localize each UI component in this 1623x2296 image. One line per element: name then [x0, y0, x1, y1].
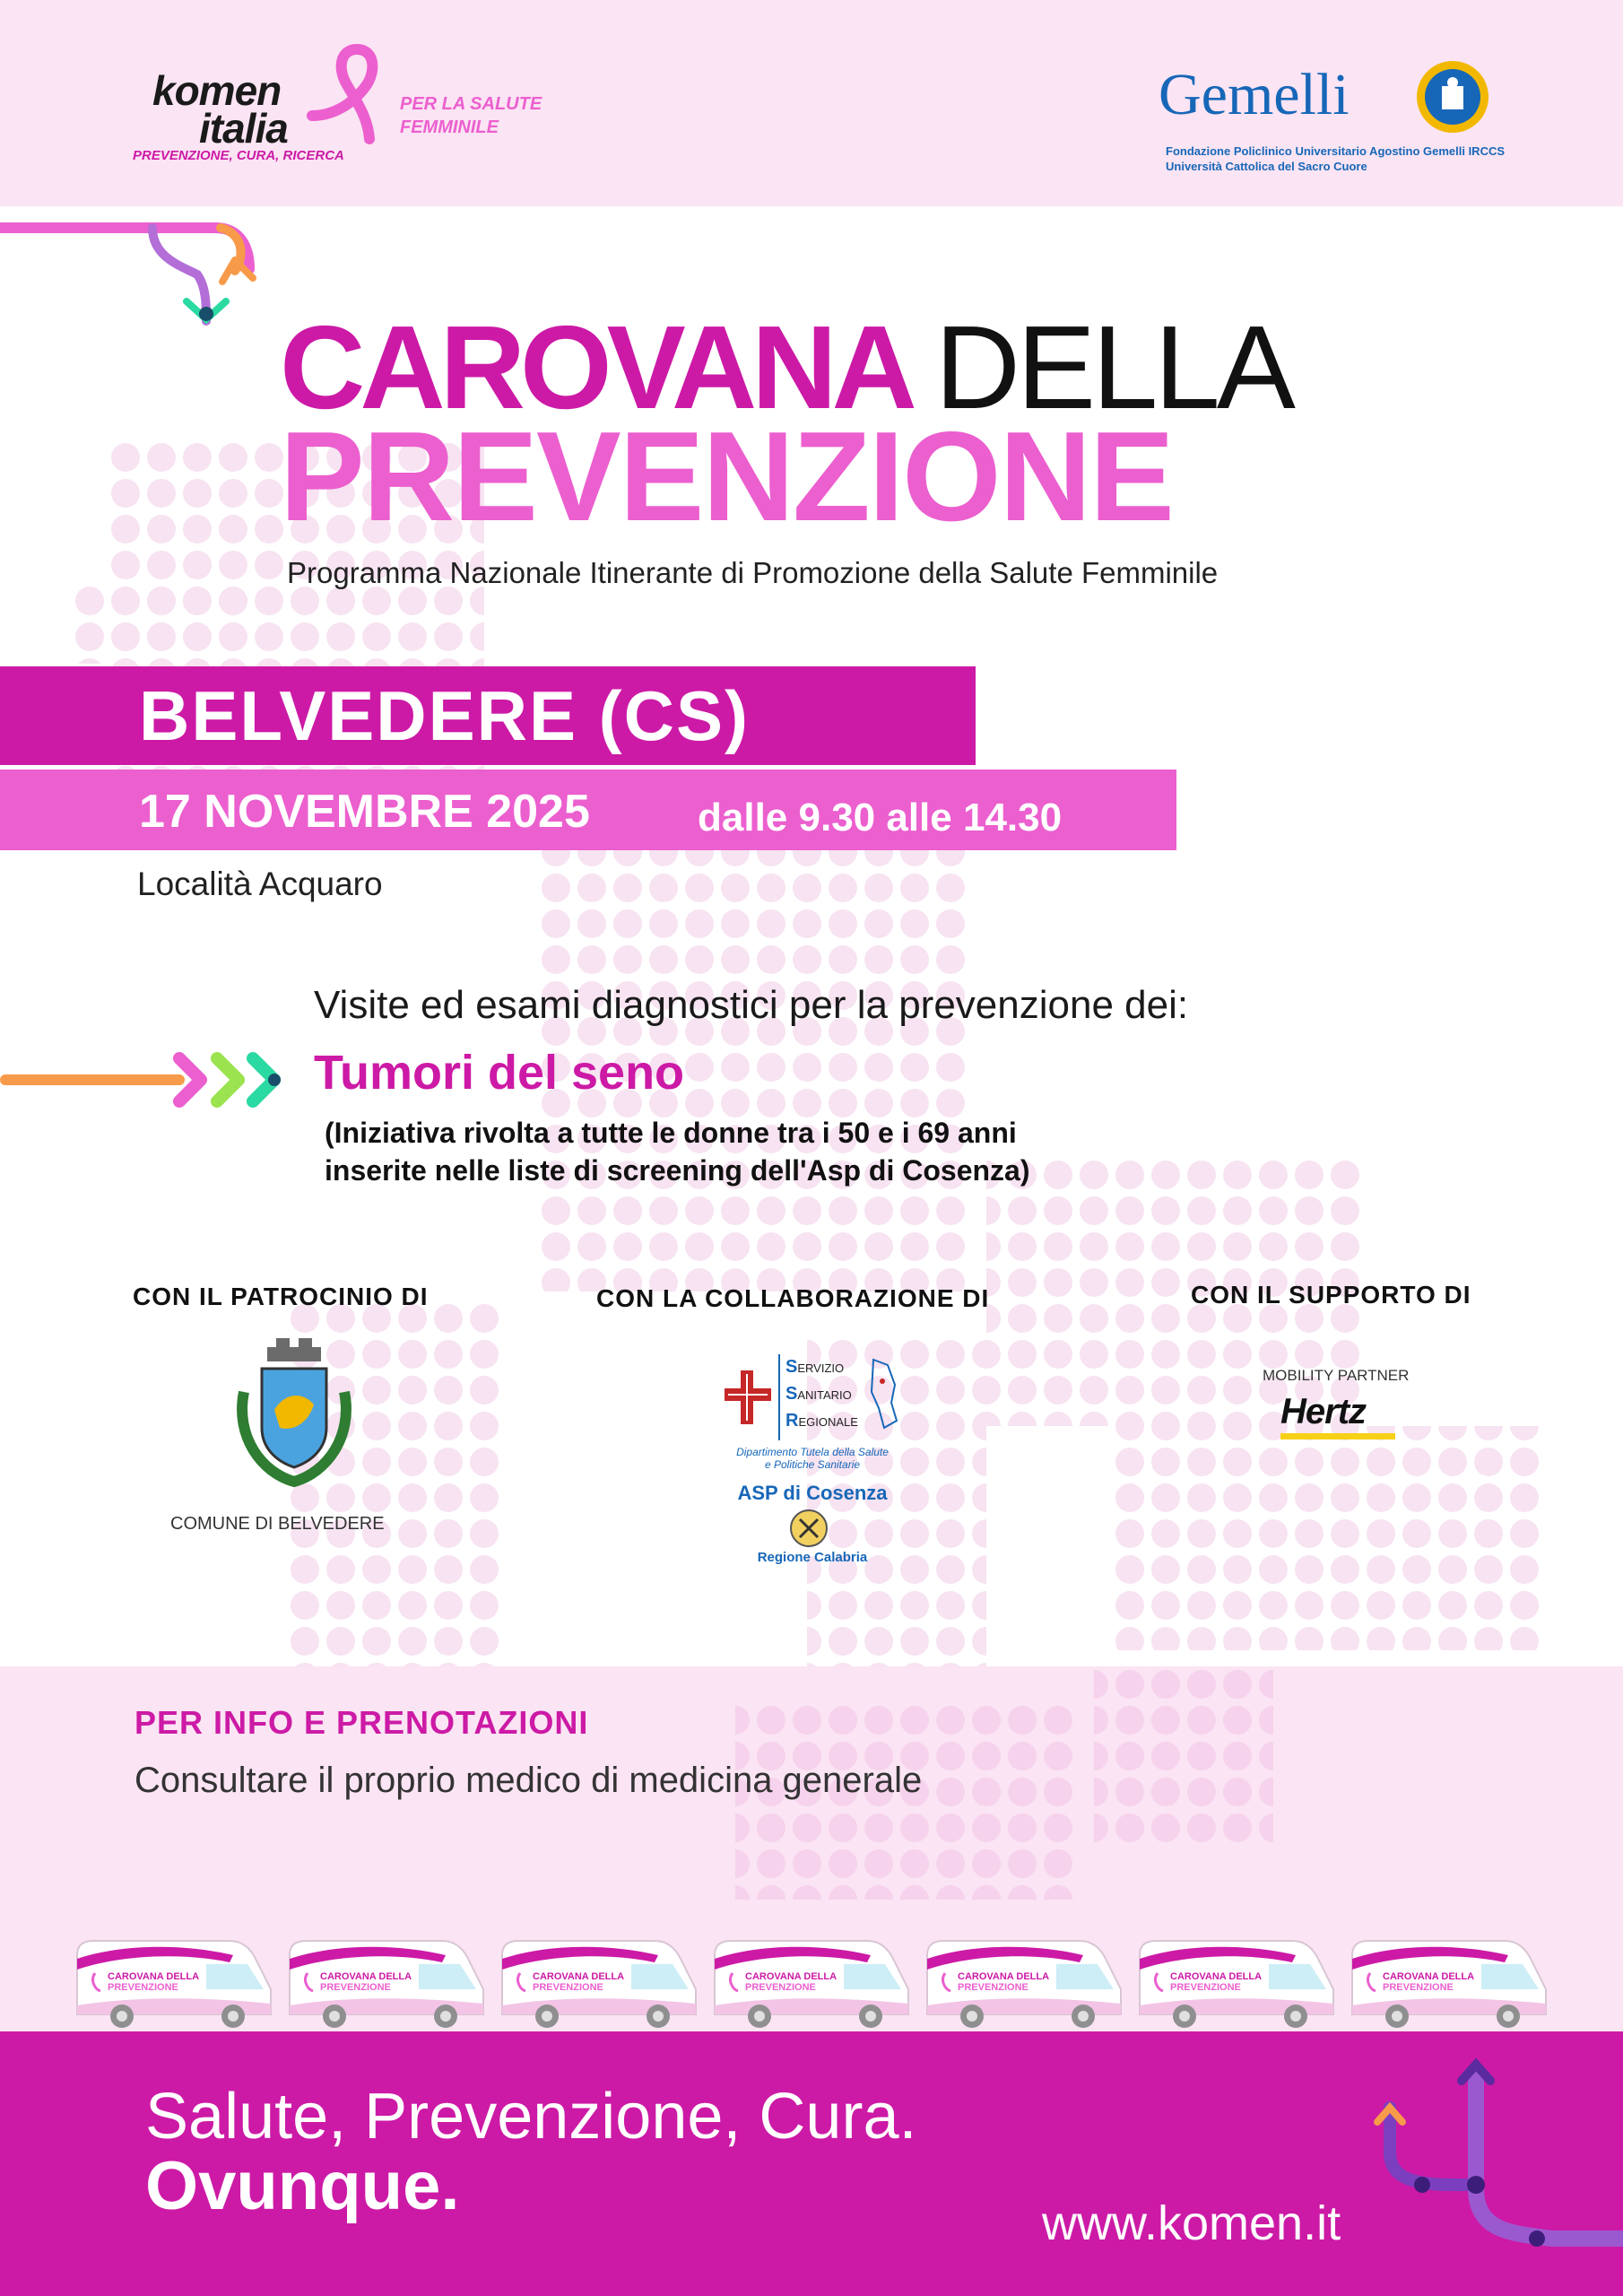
visits-topic: Tumori del seno: [314, 1046, 685, 1100]
van-label: CAROVANA DELLA PREVENZIONE: [320, 1971, 412, 1993]
komen-tagline: PREVENZIONE, CURA, RICERCA: [133, 148, 344, 163]
asp-name: ASP di Cosenza: [737, 1482, 888, 1504]
subtitle: Programma Nazionale Itinerante di Promozione della Salute Femminile: [287, 556, 1219, 589]
van-3: [497, 1934, 701, 2031]
van-label: CAROVANA DELLA PREVENZIONE: [1170, 1971, 1263, 1993]
website-link[interactable]: www.komen.it: [1042, 2196, 1341, 2250]
gemelli-subtitle: Fondazione Policlinico Universitario Agostino Gemelli IRCCS Università Cattolica del Sacro Cuore: [1166, 144, 1506, 173]
chevron-arrows-icon: [0, 1051, 287, 1110]
van-4: [709, 1934, 914, 2031]
visits-intro: Visite ed esami diagnostici per la prevenzione dei:: [314, 983, 1189, 1027]
collaboration-heading: CON LA COLLABORAZIONE DI: [596, 1284, 990, 1312]
pink-ribbon-icon: [305, 40, 395, 148]
van-5: [922, 1934, 1126, 2031]
van-label: CAROVANA DELLA PREVENZIONE: [108, 1971, 200, 1993]
main-title-line2: PREVENZIONE: [280, 405, 1173, 548]
ssr-logo: SERVIZIO SANITARIO REGIONALE: [725, 1354, 900, 1462]
department-label: Dipartimento Tutela della Salute e Politiche Sanitarie: [736, 1446, 889, 1471]
event-time: dalle 9.30 alle 14.30: [698, 796, 1063, 839]
komen-slogan: PER LA SALUTE FEMMINILE: [400, 94, 542, 137]
gemelli-logo-text: Gemelli: [1159, 62, 1350, 127]
patronage-heading: CON IL PATROCINIO DI: [133, 1283, 429, 1310]
van-row: [72, 1934, 1560, 2036]
event-city: BELVEDERE (CS): [139, 676, 750, 755]
van-7: [1347, 1934, 1551, 2031]
van-6: [1134, 1934, 1339, 2031]
van-1: [72, 1934, 276, 2031]
event-place: Località Acquaro: [137, 865, 383, 902]
route-arrow-decoration-bottom: [1345, 2054, 1623, 2296]
hertz-underline: [1280, 1433, 1395, 1439]
footer-slogan-line2: Ovunque.: [145, 2148, 460, 2224]
van-2: [284, 1934, 489, 2031]
calabria-map-icon: [868, 1358, 900, 1430]
mobility-partner-label: MOBILITY PARTNER: [1263, 1367, 1410, 1384]
event-date: 17 NOVEMBRE 2025: [139, 786, 590, 838]
footer-slogan-line1: Salute, Prevenzione, Cura.: [145, 2081, 917, 2152]
route-arrow-decoration: [0, 215, 278, 332]
visits-note: (Iniziativa rivolta a tutte le donne tra i 50 e i 69 anni inserite nelle liste di screening dell'Asp di Cosenza): [325, 1117, 1030, 1187]
region-name: Regione Calabria: [757, 1550, 868, 1565]
regional-emblem-icon: [789, 1507, 829, 1550]
patronage-name: COMUNE DI BELVEDERE: [170, 1514, 385, 1534]
van-label: CAROVANA DELLA PREVENZIONE: [745, 1971, 838, 1993]
info-text: Consultare il proprio medico di medicina generale: [135, 1761, 923, 1800]
red-cross-icon: [725, 1370, 771, 1424]
van-label: CAROVANA DELLA PREVENZIONE: [958, 1971, 1050, 1993]
van-label: CAROVANA DELLA PREVENZIONE: [533, 1971, 625, 1993]
support-heading: CON IL SUPPORTO DI: [1191, 1281, 1471, 1309]
municipal-coat-of-arms-icon: [235, 1338, 353, 1491]
main-title-line1: CAROVANA DELLA: [280, 301, 1292, 433]
info-heading: PER INFO E PRENOTAZIONI: [135, 1704, 589, 1741]
university-seal-icon: [1415, 59, 1490, 135]
hertz-logo: Hertz: [1280, 1392, 1367, 1431]
van-label: CAROVANA DELLA PREVENZIONE: [1383, 1971, 1475, 1993]
komen-logo-text: komen italia: [152, 67, 288, 152]
